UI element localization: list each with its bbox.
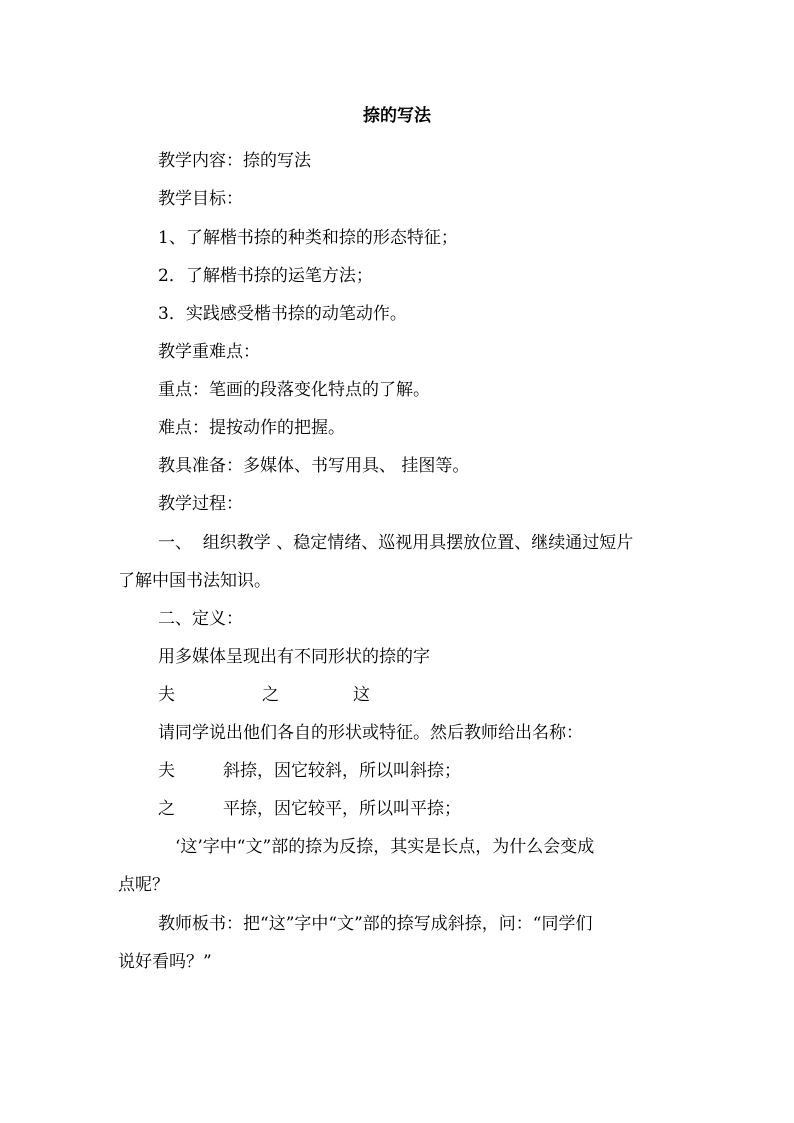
step1-line1: 一、 组织教学 、稳定情绪、巡视用具摆放位置、继续通过短片 (158, 533, 634, 553)
hard-point: 难点：提按动作的把握。 (158, 418, 345, 438)
goal-item-2: 2．了解楷书捺的运笔方法； (158, 266, 373, 286)
content-label: 教学内容：捺的写法 (158, 151, 311, 171)
zhe-question-line1: ‘这’字中“文”部的捺为反捺，其实是长点，为什么会变成 (175, 837, 595, 857)
document-title: 捺的写法 (363, 106, 431, 126)
goals-label: 教学目标： (158, 189, 243, 209)
tools-line: 教具准备：多媒体、书写用具、 挂图等。 (158, 456, 470, 476)
step2-intro: 用多媒体呈现出有不同形状的捺的字 (158, 647, 430, 667)
goal-item-3: 3．实践感受楷书捺的动笔动作。 (158, 304, 407, 324)
step2-label: 二、定义： (158, 609, 243, 629)
board-line1: 教师板书：把“这”字中“文”部的捺写成斜捺，问：“同学们 (158, 914, 593, 934)
ask-names-line: 请同学说出他们各自的形状或特征。然后教师给出名称： (158, 723, 583, 743)
process-label: 教学过程： (158, 494, 243, 514)
key-point: 重点：笔画的段落变化特点的了解。 (158, 380, 430, 400)
zhe-question-line2: 点呢？ (118, 875, 169, 895)
goal-item-1: 1、了解楷书捺的种类和捺的形态特征； (158, 228, 458, 248)
char-zhe: 这 (353, 685, 370, 705)
step1-line2: 了解中国书法知识。 (118, 571, 271, 591)
difficulty-label: 教学重难点： (158, 342, 260, 362)
definition-char-2: 之 (158, 799, 175, 819)
definition-text-2: 平捺，因它较平，所以叫平捺； (223, 799, 461, 819)
definition-char-1: 夫 (158, 761, 175, 781)
char-fu: 夫 (158, 685, 175, 705)
board-line2: 说好看吗？” (118, 952, 212, 972)
char-zhi: 之 (262, 685, 279, 705)
definition-text-1: 斜捺，因它较斜，所以叫斜捺； (223, 761, 461, 781)
